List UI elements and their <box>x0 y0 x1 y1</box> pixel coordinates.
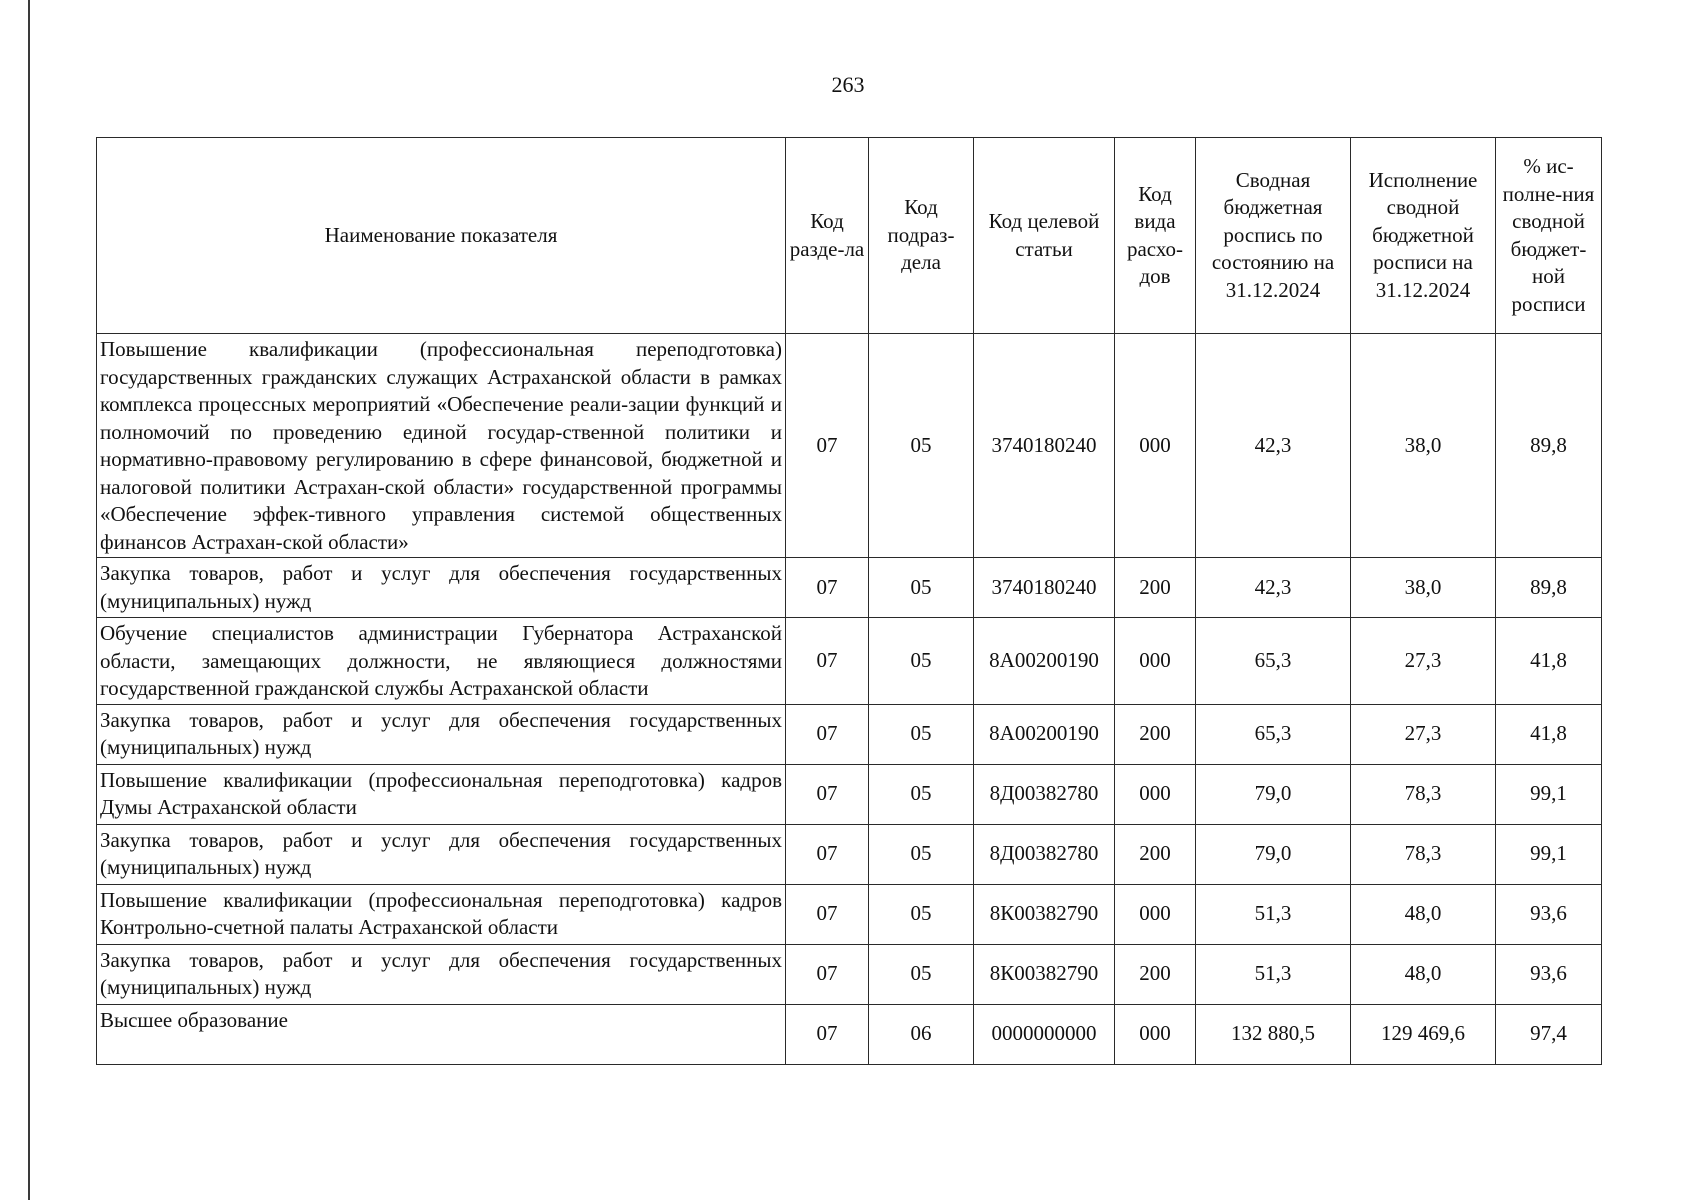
cell-target-article-code: 8К00382790 <box>974 884 1115 944</box>
cell-budget: 51,3 <box>1196 944 1351 1004</box>
page-number: 263 <box>831 72 865 97</box>
cell-execution: 129 469,6 <box>1351 1004 1496 1064</box>
cell-name: Закупка товаров, работ и услуг для обеспечения государственных (муниципальных) нужд <box>97 704 786 764</box>
cell-expense-type-code: 200 <box>1115 558 1196 618</box>
cell-percent: 89,8 <box>1496 334 1602 558</box>
cell-name: Обучение специалистов администрации Губернатора Астраханской области, замещающих должности, не являющиеся должностями государственной гражданской службы Астраханской области <box>97 618 786 705</box>
table-row <box>97 1004 1602 1064</box>
cell-name: Закупка товаров, работ и услуг для обеспечения государственных (муниципальных) нужд <box>97 558 786 618</box>
table-header-row <box>97 138 1602 334</box>
header-expense-type-code: Код вида расхо-дов <box>1115 138 1196 334</box>
table-row <box>97 824 1602 884</box>
cell-execution: 78,3 <box>1351 824 1496 884</box>
cell-expense-type-code: 200 <box>1115 944 1196 1004</box>
cell-budget: 42,3 <box>1196 558 1351 618</box>
cell-execution: 78,3 <box>1351 764 1496 824</box>
cell-budget: 79,0 <box>1196 764 1351 824</box>
cell-target-article-code: 8Д00382780 <box>974 824 1115 884</box>
cell-percent: 99,1 <box>1496 824 1602 884</box>
cell-section-code: 07 <box>786 334 869 558</box>
cell-name: Повышение квалификации (профессиональная переподготовка) государственных гражданских служащих Астраханской области в рамках комплекса процессных мероприятий «Обеспечение реали-зации функций и полномочий по проведению единой государ-ственной политики и нормативно-правовому регулированию в сфере финансовой, бюджетной и налоговой политики Астрахан-ской области» государственной программы «Обеспечение эффек-тивного управления системой общественных финансов Астрахан-ской области» <box>97 334 786 558</box>
cell-subsection-code: 05 <box>869 334 974 558</box>
table-row <box>97 944 1602 1004</box>
table-row <box>97 704 1602 764</box>
cell-percent: 89,8 <box>1496 558 1602 618</box>
cell-subsection-code: 05 <box>869 824 974 884</box>
cell-expense-type-code: 000 <box>1115 1004 1196 1064</box>
cell-percent: 93,6 <box>1496 884 1602 944</box>
cell-execution: 27,3 <box>1351 618 1496 705</box>
cell-expense-type-code: 200 <box>1115 704 1196 764</box>
cell-section-code: 07 <box>786 824 869 884</box>
cell-subsection-code: 05 <box>869 704 974 764</box>
cell-percent: 99,1 <box>1496 764 1602 824</box>
cell-execution: 48,0 <box>1351 944 1496 1004</box>
cell-percent: 93,6 <box>1496 944 1602 1004</box>
cell-percent: 97,4 <box>1496 1004 1602 1064</box>
cell-name: Повышение квалификации (профессиональная переподготовка) кадров Контрольно-счетной палаты Астраханской области <box>97 884 786 944</box>
cell-execution: 27,3 <box>1351 704 1496 764</box>
cell-section-code: 07 <box>786 944 869 1004</box>
cell-execution: 48,0 <box>1351 884 1496 944</box>
cell-percent: 41,8 <box>1496 704 1602 764</box>
cell-section-code: 07 <box>786 764 869 824</box>
cell-execution: 38,0 <box>1351 334 1496 558</box>
cell-target-article-code: 3740180240 <box>974 558 1115 618</box>
table-body <box>97 334 1602 1065</box>
cell-section-code: 07 <box>786 558 869 618</box>
cell-budget: 79,0 <box>1196 824 1351 884</box>
cell-subsection-code: 05 <box>869 884 974 944</box>
cell-budget: 65,3 <box>1196 618 1351 705</box>
header-subsection-code: Код подраз-дела <box>869 138 974 334</box>
cell-budget: 132 880,5 <box>1196 1004 1351 1064</box>
cell-target-article-code: 8К00382790 <box>974 944 1115 1004</box>
cell-budget: 51,3 <box>1196 884 1351 944</box>
left-margin-line <box>28 0 30 1200</box>
cell-percent: 41,8 <box>1496 618 1602 705</box>
cell-section-code: 07 <box>786 1004 869 1064</box>
header-percent: % ис-полне-ния сводной бюджет-ной росписи <box>1496 138 1602 334</box>
header-name: Наименование показателя <box>97 138 786 334</box>
cell-name: Закупка товаров, работ и услуг для обеспечения государственных (муниципальных) нужд <box>97 824 786 884</box>
cell-target-article-code: 8А00200190 <box>974 618 1115 705</box>
cell-expense-type-code: 000 <box>1115 764 1196 824</box>
header-section-code: Код разде-ла <box>786 138 869 334</box>
cell-subsection-code: 05 <box>869 618 974 705</box>
cell-name: Закупка товаров, работ и услуг для обеспечения государственных (муниципальных) нужд <box>97 944 786 1004</box>
cell-section-code: 07 <box>786 884 869 944</box>
header-budget: Сводная бюджетная роспись по состоянию на 31.12.2024 <box>1196 138 1351 334</box>
cell-expense-type-code: 200 <box>1115 824 1196 884</box>
cell-subsection-code: 05 <box>869 944 974 1004</box>
cell-section-code: 07 <box>786 618 869 705</box>
cell-expense-type-code: 000 <box>1115 334 1196 558</box>
cell-expense-type-code: 000 <box>1115 618 1196 705</box>
cell-target-article-code: 8Д00382780 <box>974 764 1115 824</box>
cell-expense-type-code: 000 <box>1115 884 1196 944</box>
cell-budget: 42,3 <box>1196 334 1351 558</box>
cell-subsection-code: 05 <box>869 558 974 618</box>
cell-target-article-code: 3740180240 <box>974 334 1115 558</box>
cell-subsection-code: 05 <box>869 764 974 824</box>
cell-name: Высшее образование <box>97 1004 786 1064</box>
table-row <box>97 618 1602 705</box>
cell-budget: 65,3 <box>1196 704 1351 764</box>
cell-target-article-code: 0000000000 <box>974 1004 1115 1064</box>
table-row <box>97 764 1602 824</box>
header-target-article-code: Код целевой статьи <box>974 138 1115 334</box>
cell-subsection-code: 06 <box>869 1004 974 1064</box>
cell-execution: 38,0 <box>1351 558 1496 618</box>
cell-section-code: 07 <box>786 704 869 764</box>
table-row <box>97 884 1602 944</box>
table-row <box>97 558 1602 618</box>
cell-target-article-code: 8А00200190 <box>974 704 1115 764</box>
header-execution: Исполнение сводной бюджетной росписи на 31.12.2024 <box>1351 138 1496 334</box>
table-row <box>97 334 1602 558</box>
budget-execution-table <box>96 137 1602 1065</box>
cell-name: Повышение квалификации (профессиональная переподготовка) кадров Думы Астраханской области <box>97 764 786 824</box>
